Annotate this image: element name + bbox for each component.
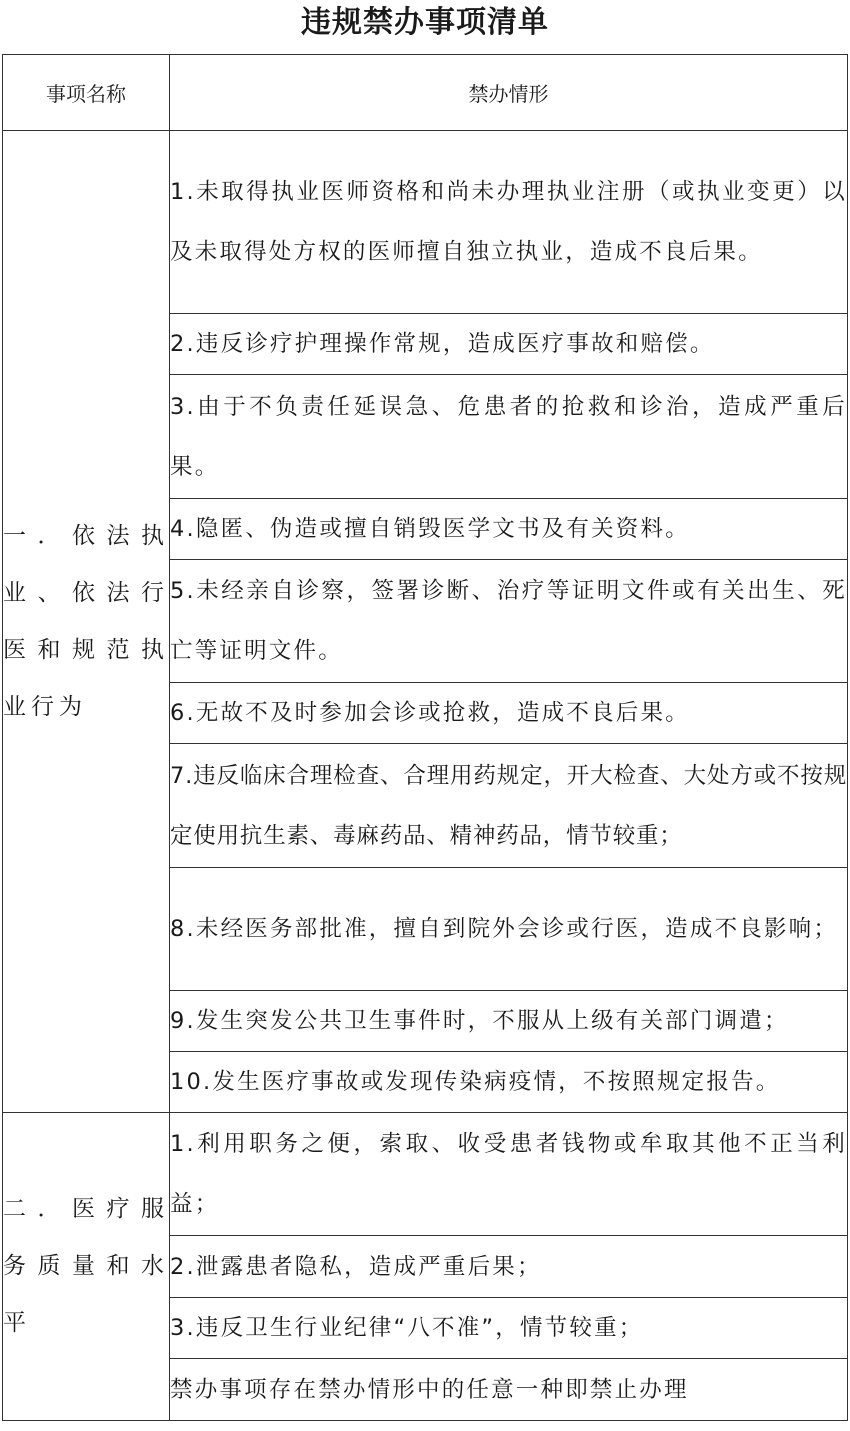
situation-cell: 3.由于不负责任延误急、危患者的抢救和诊治，造成严重后果。 [170, 375, 848, 499]
category-cell: 二．医疗服务质量和水平 [3, 1113, 170, 1421]
situation-cell: 3.违反卫生行业纪律“八不准”，情节较重； [170, 1298, 848, 1359]
situation-cell: 4.隐匿、伪造或擅自销毁医学文书及有关资料。 [170, 499, 848, 560]
situation-cell: 10.发生医疗事故或发现传染病疫情，不按照规定报告。 [170, 1052, 848, 1113]
header-item-name: 事项名称 [3, 55, 170, 131]
situation-cell: 2.违反诊疗护理操作常规，造成医疗事故和赔偿。 [170, 314, 848, 375]
page-title: 违规禁办事项清单 [301, 5, 549, 40]
table-row [3, 131, 848, 314]
table-header-row [3, 55, 848, 131]
situation-cell: 5.未经亲自诊察，签署诊断、治疗等证明文件或有关出生、死亡等证明文件。 [170, 560, 848, 683]
situation-cell: 2.泄露患者隐私，造成严重后果； [170, 1236, 848, 1298]
situation-cell: 8.未经医务部批准，擅自到院外会诊或行医，造成不良影响； [170, 868, 848, 991]
situation-cell: 6.无故不及时参加会诊或抢救，造成不良后果。 [170, 683, 848, 744]
header-prohibited-situation: 禁办情形 [170, 55, 848, 131]
situation-cell: 7.违反临床合理检查、合理用药规定，开大检查、大处方或不按规定使用抗生素、毒麻药品、精神药品，情节较重； [170, 744, 848, 868]
situation-cell: 禁办事项存在禁办情形中的任意一种即禁止办理 [170, 1359, 848, 1421]
situation-cell: 1.未取得执业医师资格和尚未办理执业注册（或执业变更）以及未取得处方权的医师擅自独立执业，造成不良后果。 [170, 131, 848, 314]
prohibited-items-table [2, 54, 848, 1421]
situation-cell: 1.利用职务之便，索取、收受患者钱物或牟取其他不正当利益； [170, 1113, 848, 1236]
situation-cell: 9.发生突发公共卫生事件时，不服从上级有关部门调遣； [170, 991, 848, 1052]
category-cell: 一．依法执业、依法行医和规范执业行为 [3, 131, 170, 1113]
table-row [3, 1113, 848, 1236]
